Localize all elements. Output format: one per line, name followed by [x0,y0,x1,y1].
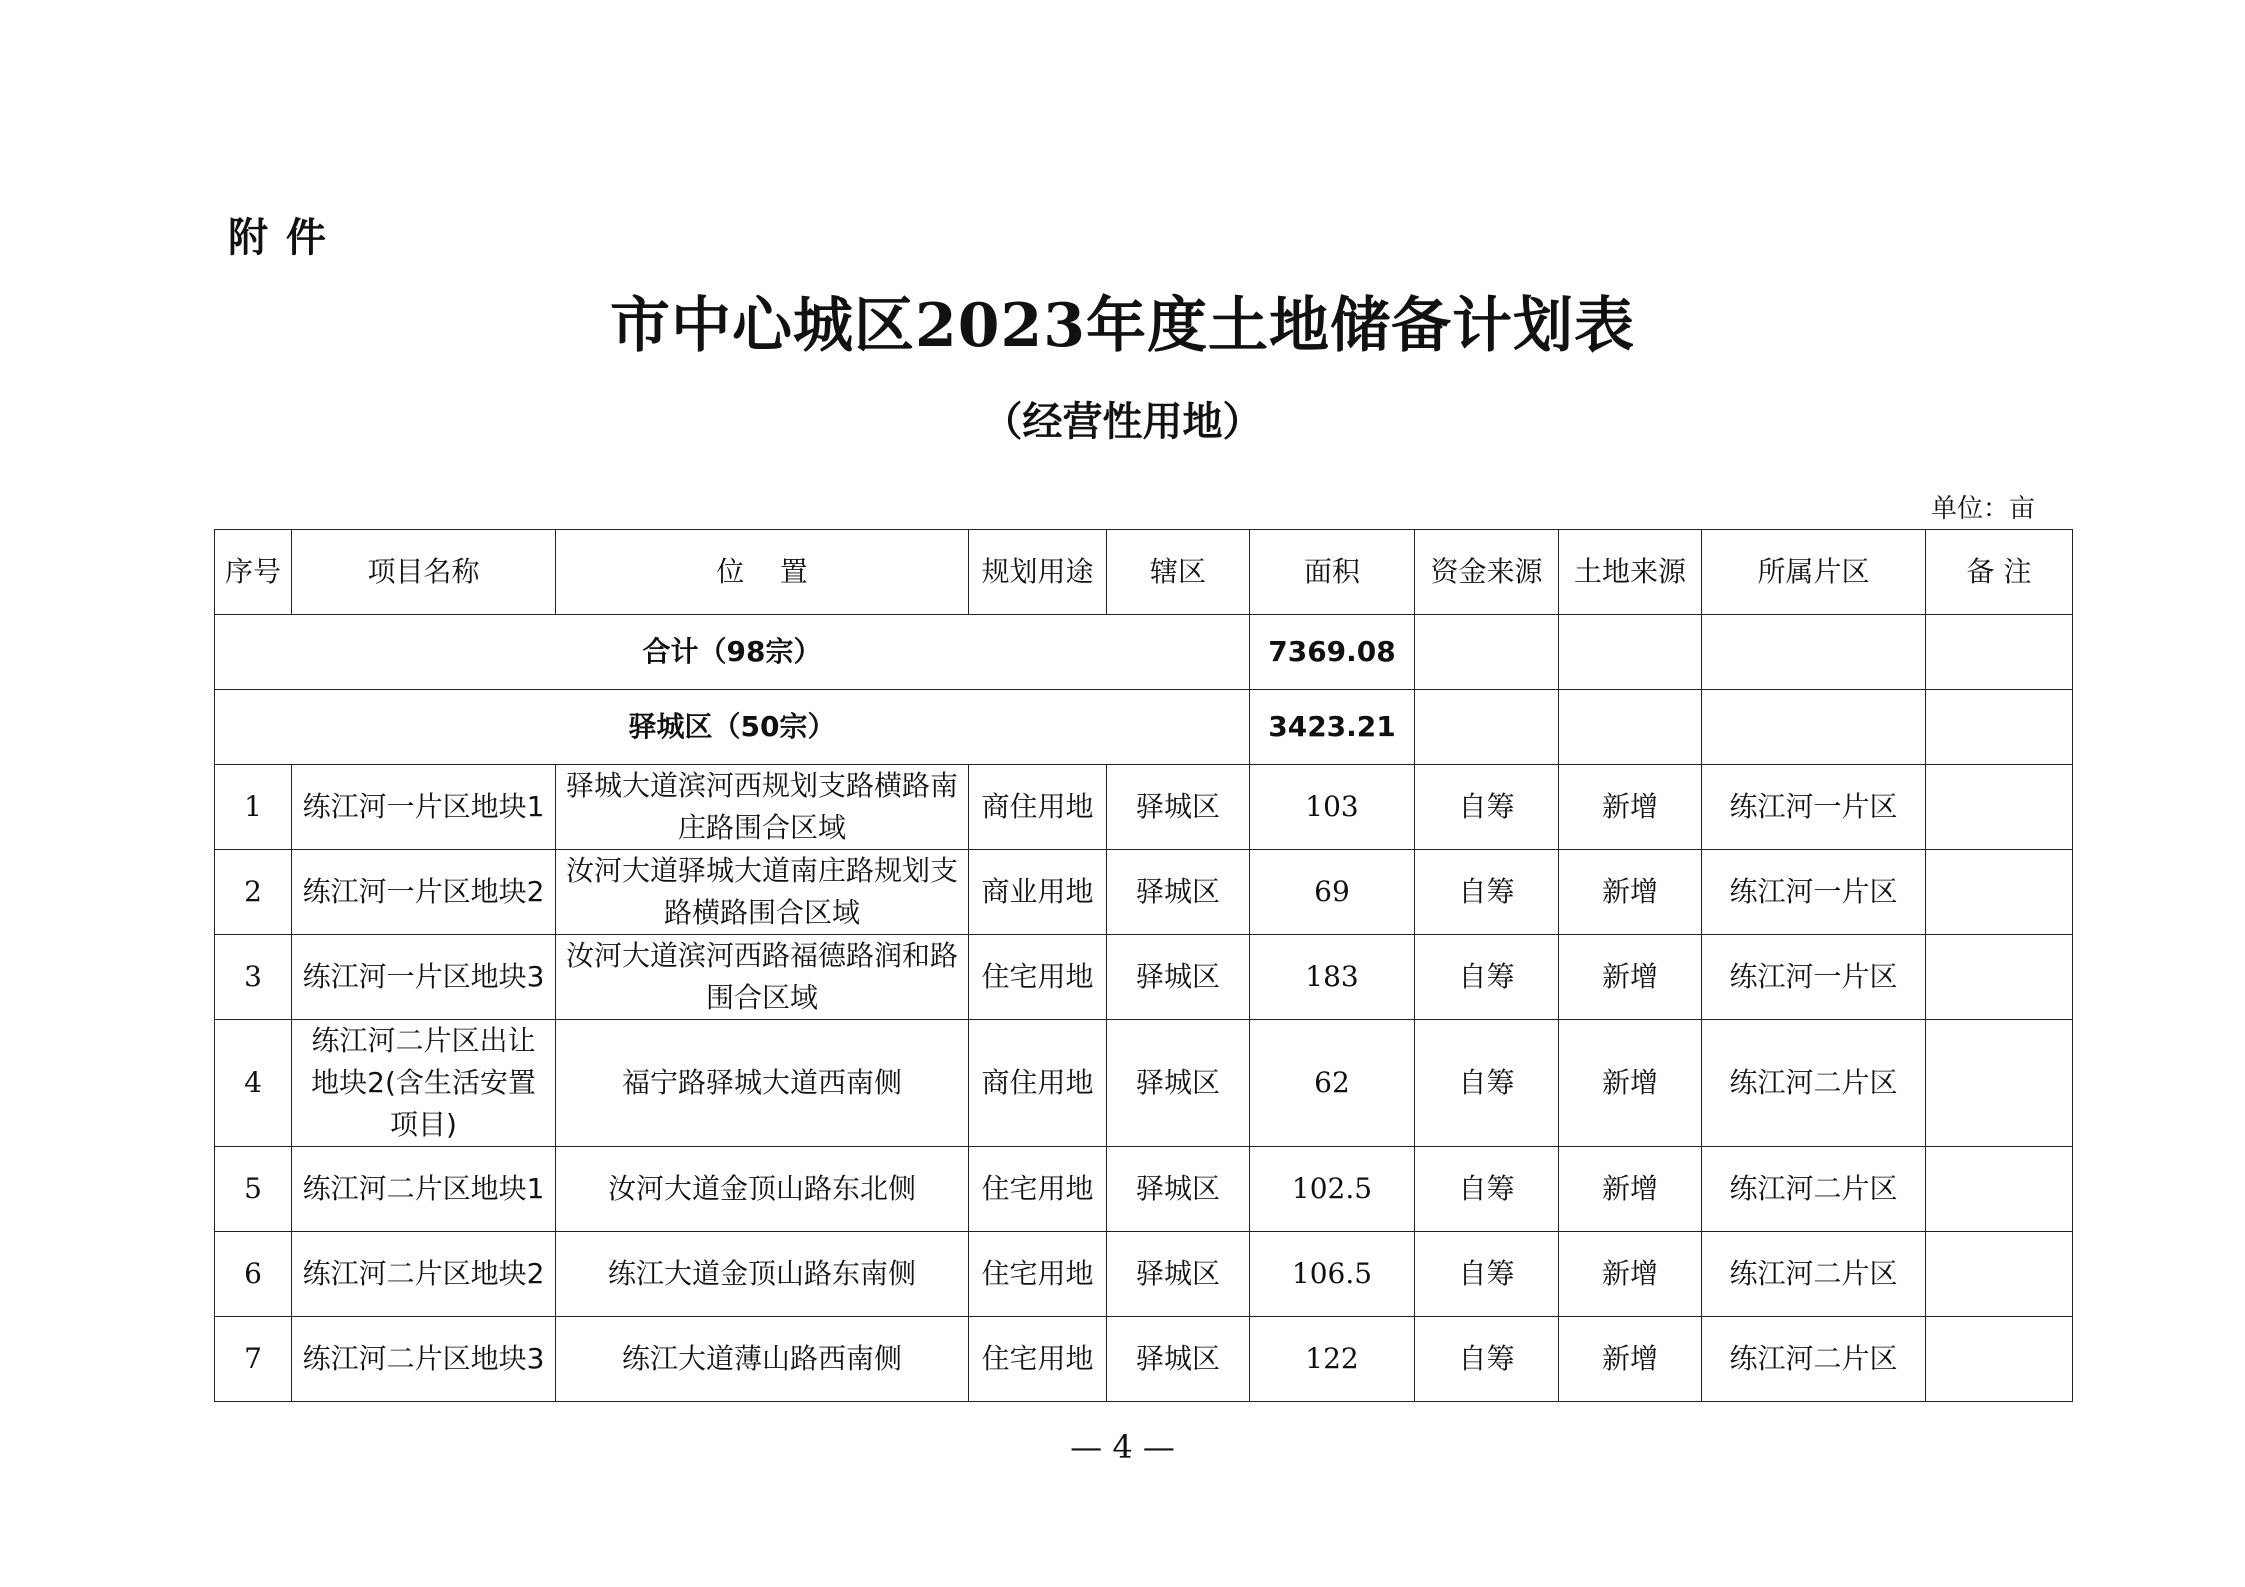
header-cell: 序号 [215,530,292,615]
cell-fund: 自筹 [1415,1147,1559,1232]
document-title: 市中心城区2023年度土地储备计划表 [610,291,1635,361]
cell-zone: 练江河二片区 [1702,1317,1926,1402]
table-row [215,1020,2073,1147]
cell-area: 122 [1250,1317,1415,1402]
header-cell: 备 注 [1926,530,2073,615]
cell-district: 驿城区 [1107,1020,1250,1147]
cell-location: 驿城大道滨河西规划支路横路南庄路围合区域 [556,765,969,850]
cell-name: 练江河一片区地块2 [292,850,556,935]
cell-zone: 练江河二片区 [1702,1147,1926,1232]
header-cell: 土地来源 [1559,530,1702,615]
table-row [215,1317,2073,1402]
cell-fund: 自筹 [1415,935,1559,1020]
header-cell: 位 置 [556,530,969,615]
subtotal-row [215,690,2073,765]
header-cell: 辖区 [1107,530,1250,615]
cell-area: 69 [1250,850,1415,935]
cell-note [1926,850,2073,935]
cell-use: 住宅用地 [969,1317,1107,1402]
header-cell: 面积 [1250,530,1415,615]
cell-source: 新增 [1559,850,1702,935]
cell-note [1926,935,2073,1020]
cell-note [1926,1317,2073,1402]
cell-district: 驿城区 [1107,1317,1250,1402]
cell-no: 3 [215,935,292,1020]
cell-no: 1 [215,765,292,850]
cell-zone: 练江河一片区 [1702,850,1926,935]
cell-zone: 练江河一片区 [1702,935,1926,1020]
document-subtitle: （经营性用地） [982,399,1263,445]
cell-name: 练江河一片区地块1 [292,765,556,850]
page-number: — 4 — [1070,1428,1175,1466]
cell-name: 练江河一片区地块3 [292,935,556,1020]
cell-source: 新增 [1559,935,1702,1020]
header-cell: 所属片区 [1702,530,1926,615]
cell-fund: 自筹 [1415,765,1559,850]
cell-source: 新增 [1559,1147,1702,1232]
cell-location: 福宁路驿城大道西南侧 [556,1020,969,1147]
cell-location: 练江大道薄山路西南侧 [556,1317,969,1402]
cell-location: 汝河大道滨河西路福德路润和路围合区域 [556,935,969,1020]
cell-name: 练江河二片区出让地块2(含生活安置项目) [292,1020,556,1147]
table-row [215,765,2073,850]
cell-area: 106.5 [1250,1232,1415,1317]
cell-area: 103 [1250,765,1415,850]
cell-no: 4 [215,1020,292,1147]
cell-use: 商住用地 [969,765,1107,850]
header-cell: 规划用途 [969,530,1107,615]
cell-no: 6 [215,1232,292,1317]
total-label: 合计（98宗） [215,615,1250,690]
cell-location: 汝河大道金顶山路东北侧 [556,1147,969,1232]
cell-zone: 练江河一片区 [1702,765,1926,850]
cell-district: 驿城区 [1107,850,1250,935]
cell-no: 5 [215,1147,292,1232]
table-row [215,935,2073,1020]
cell-no: 2 [215,850,292,935]
cell-source: 新增 [1559,1232,1702,1317]
cell-district: 驿城区 [1107,935,1250,1020]
cell-source: 新增 [1559,1020,1702,1147]
cell-name: 练江河二片区地块1 [292,1147,556,1232]
cell-source: 新增 [1559,765,1702,850]
cell-fund: 自筹 [1415,850,1559,935]
table-row [215,1232,2073,1317]
subtotal-label: 驿城区（50宗） [215,690,1250,765]
cell-note [1926,1020,2073,1147]
cell-zone: 练江河二片区 [1702,1232,1926,1317]
cell-use: 商业用地 [969,850,1107,935]
cell-note [1926,1147,2073,1232]
table-header-row [215,530,2073,615]
cell-location: 练江大道金顶山路东南侧 [556,1232,969,1317]
cell-use: 商住用地 [969,1020,1107,1147]
header-cell: 项目名称 [292,530,556,615]
cell-no: 7 [215,1317,292,1402]
header-cell: 资金来源 [1415,530,1559,615]
cell-district: 驿城区 [1107,1232,1250,1317]
subtotal-area: 3423.21 [1250,690,1415,765]
cell-use: 住宅用地 [969,1232,1107,1317]
cell-note [1926,1232,2073,1317]
unit-label: 单位：亩 [1930,494,2035,524]
cell-location: 汝河大道驿城大道南庄路规划支路横路围合区域 [556,850,969,935]
table-row [215,1147,2073,1232]
cell-use: 住宅用地 [969,1147,1107,1232]
cell-area: 62 [1250,1020,1415,1147]
cell-name: 练江河二片区地块2 [292,1232,556,1317]
cell-district: 驿城区 [1107,765,1250,850]
attachment-label: 附 件 [228,215,328,261]
cell-name: 练江河二片区地块3 [292,1317,556,1402]
cell-area: 183 [1250,935,1415,1020]
cell-zone: 练江河二片区 [1702,1020,1926,1147]
cell-district: 驿城区 [1107,1147,1250,1232]
cell-source: 新增 [1559,1317,1702,1402]
table-row [215,850,2073,935]
total-row [215,615,2073,690]
total-area: 7369.08 [1250,615,1415,690]
land-plan-table [214,529,2073,1402]
cell-fund: 自筹 [1415,1020,1559,1147]
cell-area: 102.5 [1250,1147,1415,1232]
cell-note [1926,765,2073,850]
cell-use: 住宅用地 [969,935,1107,1020]
cell-fund: 自筹 [1415,1317,1559,1402]
cell-fund: 自筹 [1415,1232,1559,1317]
